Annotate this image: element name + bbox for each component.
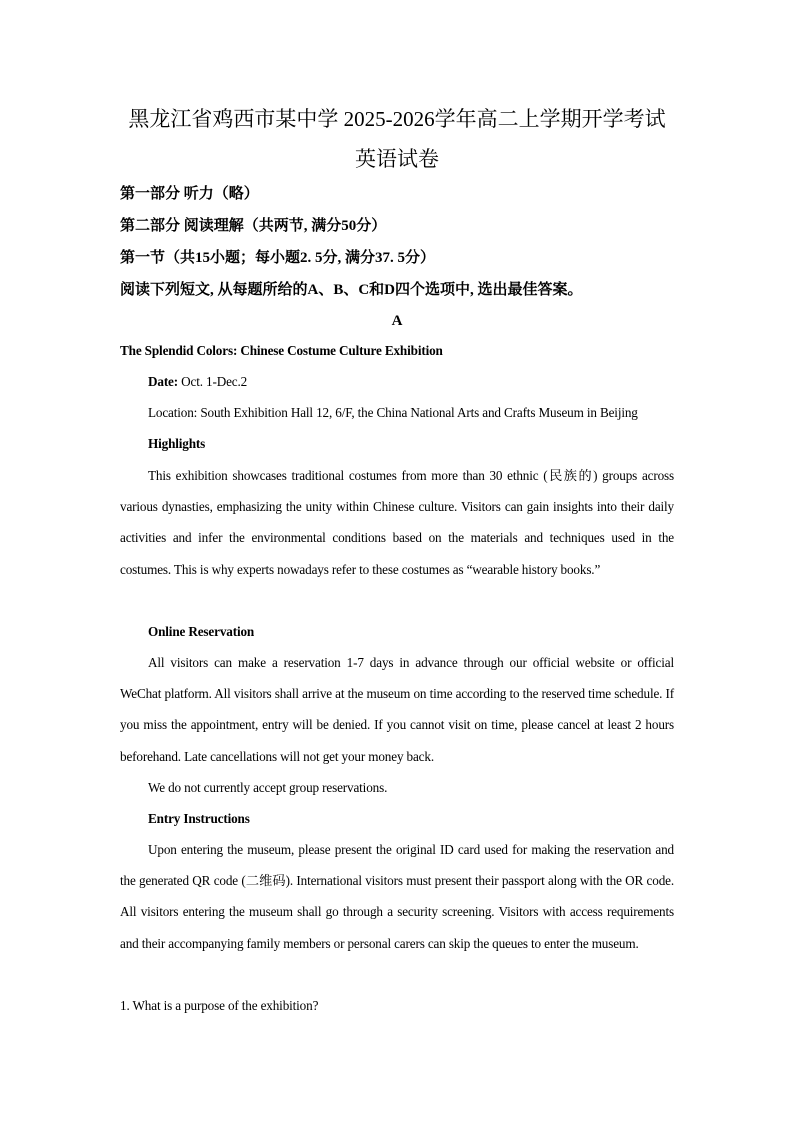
exhibition-location: Location: South Exhibition Hall 12, 6/F, the China National Arts and Crafts Museum in Beijing	[148, 405, 638, 420]
reservation-heading: Online Reservation	[148, 624, 255, 639]
date-value: Oct. 1-Dec.2	[178, 374, 248, 389]
entry-heading: Entry Instructions	[148, 811, 250, 826]
entry-paragraph: Upon entering the museum, please present the original ID card used for making the reservation and the generated QR code (二维码). International visitors must present their passport along with the OR code. All visitors entering the museum shall go through a security screening. Visitors with access requirements and their accompanying family members or personal carers can skip the queues to enter the museum.	[120, 842, 674, 951]
passage-title: The Splendid Colors: Chinese Costume Culture Exhibition	[120, 343, 443, 358]
exam-subtitle: 英语试卷	[355, 147, 439, 171]
part2-heading: 第二部分 阅读理解（共两节, 满分50分）	[120, 218, 387, 234]
section1-heading: 第一节（共15小题；每小题2. 5分, 满分37. 5分）	[120, 250, 436, 266]
highlights-paragraph: This exhibition showcases traditional costumes from more than 30 ethnic (民族的) groups across various dynasties, emphasizing the unity within Chinese culture. Visitors can gain insights into their daily activities and infer the environmental conditions based on the materials and techniques used in the costumes. This is why experts nowadays refer to these costumes as “wearable history books.”	[120, 468, 674, 577]
group-reservation-note: We do not currently accept group reservations.	[148, 780, 388, 795]
highlights-heading: Highlights	[148, 436, 206, 451]
exam-title: 黑龙江省鸡西市某中学 2025-2026学年高二上学期开学考试	[128, 107, 666, 131]
part1-heading: 第一部分 听力（略）	[120, 186, 259, 202]
exhibition-date	[148, 373, 247, 391]
question-1: 1. What is a purpose of the exhibition?	[120, 998, 319, 1013]
passage-letter: A	[391, 313, 403, 329]
reservation-paragraph: All visitors can make a reservation 1-7 days in advance through our official website or official WeChat platform. All visitors shall arrive at the museum on time according to the reserved time schedule. If you miss the appointment, entry will be denied. If you cannot visit on time, please cancel at least 2 hours beforehand. Late cancellations will not get your money back.	[120, 655, 674, 764]
date-label: Date:	[148, 374, 179, 389]
reading-instruction: 阅读下列短文, 从每题所给的A、B、C和D四个选项中, 选出最佳答案。	[120, 282, 583, 298]
